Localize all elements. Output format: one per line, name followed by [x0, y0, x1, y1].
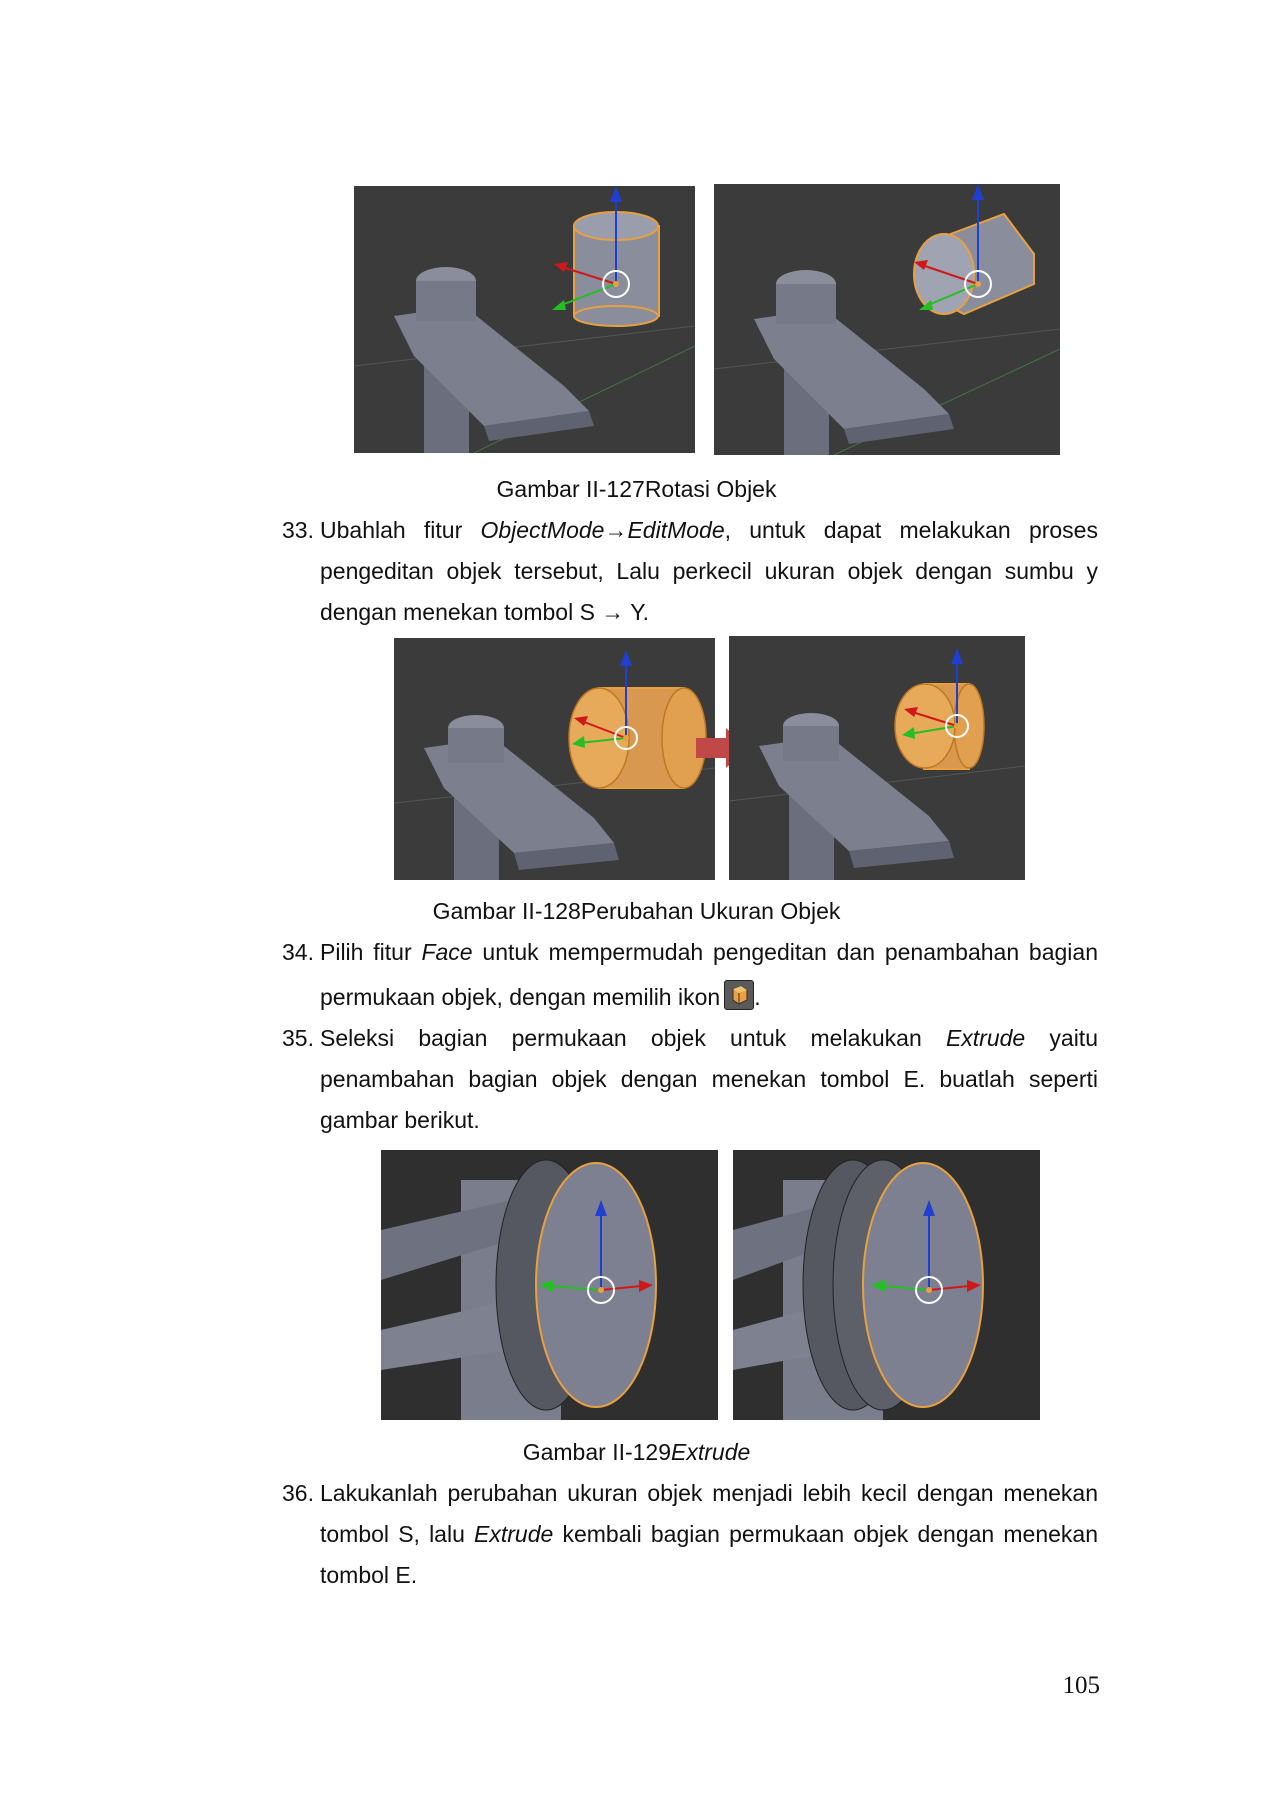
figure-caption-129: Gambar II-129Extrude: [522, 1439, 751, 1465]
item-number: 35.: [282, 1025, 314, 1051]
item-number: 33.: [282, 517, 314, 543]
viewport-cylinder-rotated: [714, 184, 1060, 455]
list-item-36: 36. Lakukanlah perubahan ukuran objek menjadi lebih kecil dengan menekan tombol S, lalu Extrude kembali bagian permukaan objek dengan menekan tombol E.: [282, 1473, 1098, 1596]
viewport-cylinder-upright: [354, 186, 695, 453]
viewport-cylinder-after-scale: [729, 636, 1025, 880]
figure-caption-128: Gambar II-128Perubahan Ukuran Objek: [432, 898, 841, 924]
list-item-33: 33. Ubahlah fitur ObjectMode→EditMode, untuk dapat melakukan proses pengeditan objek tersebut, Lalu perkecil ukuran objek dengan sumbu y dengan menekan tombol S → Y.: [282, 510, 1098, 633]
item-number: 34.: [282, 939, 314, 965]
list-item-35: 35. Seleksi bagian permukaan objek untuk melakukan Extrude yaitu penambahan bagian objek dengan menekan tombol E. buatlah seperti gambar berikut.: [282, 1018, 1098, 1141]
face-select-icon: [724, 980, 754, 1010]
viewport-face-extruded: [733, 1150, 1040, 1420]
figure-caption-127: Gambar II-127Rotasi Objek: [496, 476, 777, 502]
list-item-34: 34. Pilih fitur Face untuk mempermudah pengeditan dan penambahan bagian permukaan objek, dengan memilih ikon .: [282, 932, 1098, 1018]
page-number: 105: [1062, 1672, 1100, 1699]
viewport-cylinder-before-scale: [394, 638, 715, 880]
item-number: 36.: [282, 1480, 314, 1506]
viewport-face-selected: [381, 1150, 718, 1420]
